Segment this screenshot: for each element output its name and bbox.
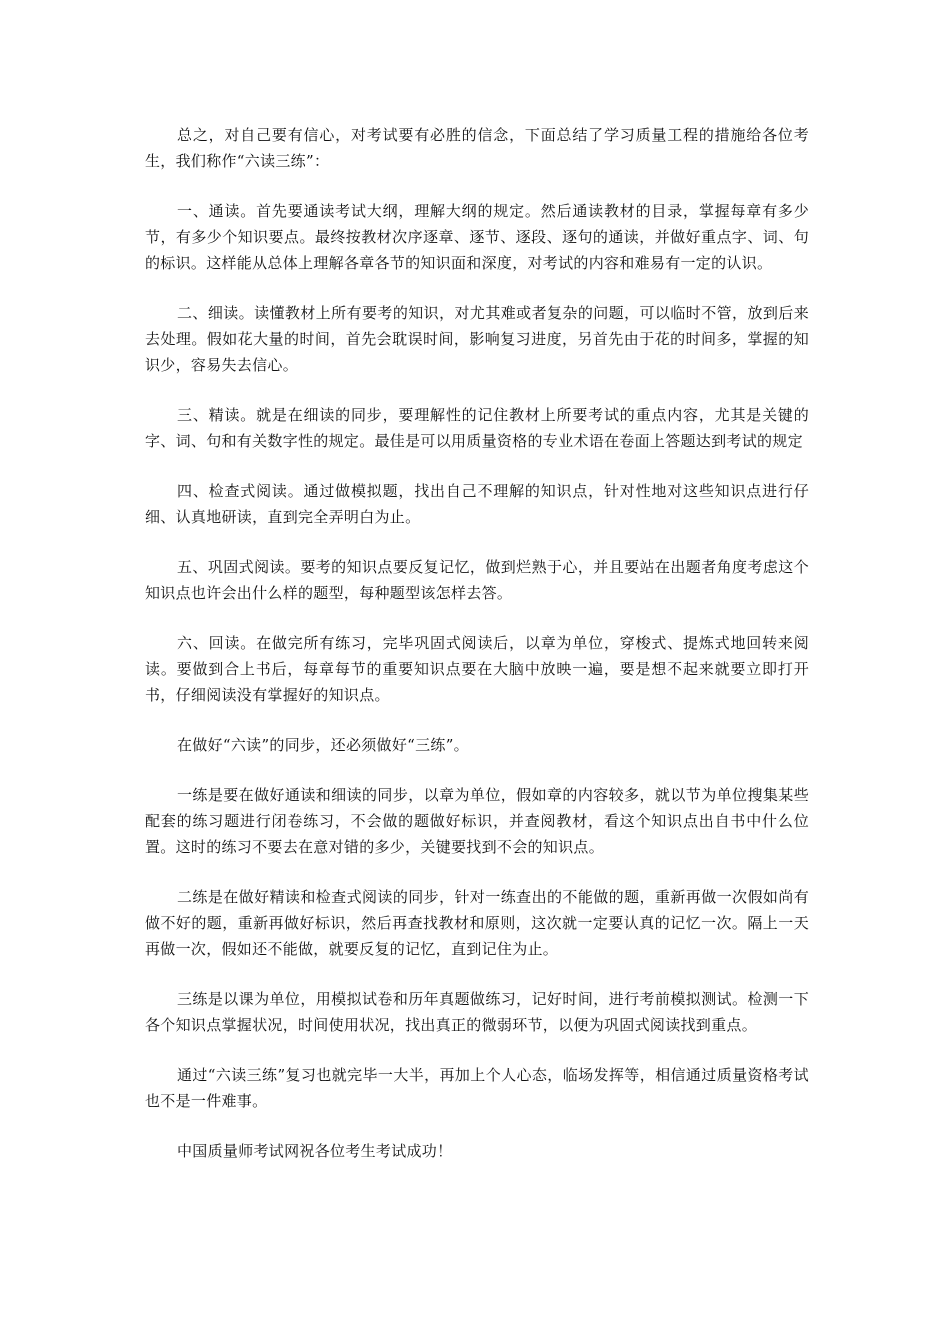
paragraph-read-5: 五、巩固式阅读。要考的知识点要反复记忆，做到烂熟于心，并且要站在出题者角度考虑这个知识点也许会出什么样的题型，每种题型该怎样去答。: [145, 558, 809, 602]
paragraph-summary: 通过“六读三练”复习也就完毕一大半，再加上个人心态，临场发挥等，相信通过质量资格考试也不是一件难事。: [145, 1066, 809, 1110]
paragraph-closing: 中国质量师考试网祝各位考生考试成功！: [177, 1142, 453, 1160]
document-body: [145, 122, 809, 1188]
paragraph-practice-2: 二练是在做好精读和检查式阅读的同步，针对一练查出的不能做的题，重新再做一次假如尚有做不好的题，重新再做好标识，然后再查找教材和原则，这次就一定要认真的记忆一次。隔上一天再做一次，假如还不能做，就要反复的记忆，直到记住为止。: [145, 888, 809, 958]
paragraph-read-3: 三、精读。就是在细读的同步，要理解性的记住教材上所要考试的重点内容，尤其是关键的字、词、句和有关数字性的规定。最佳是可以用质量资格的专业术语在卷面上答题达到考试的规定: [145, 406, 809, 450]
paragraph-read-1: 一、通读。首先要通读考试大纲，理解大纲的规定。然后通读教材的目录，掌握每章有多少节，有多少个知识要点。最终按教材次序逐章、逐节、逐段、逐句的通读，并做好重点字、词、句的标识。这样能从总体上理解各章各节的知识面和深度，对考试的内容和难易有一定的认识。: [145, 202, 809, 272]
paragraph-practice-1: 一练是要在做好通读和细读的同步，以章为单位，假如章的内容较多，就以节为单位搜集某些配套的练习题进行闭卷练习，不会做的题做好标识，并查阅教材，看这个知识点出自书中什么位置。这时的练习不要去在意对错的多少，关键要找到不会的知识点。: [145, 786, 809, 856]
paragraph-intro: 总之，对自己要有信心，对考试要有必胜的信念，下面总结了学习质量工程的措施给各位考生，我们称作“六读三练”：: [145, 126, 809, 170]
paragraph-three-practice-intro: 在做好“六读”的同步，还必须做好“三练”。: [177, 736, 469, 754]
paragraph-read-6: 六、回读。在做完所有练习，完毕巩固式阅读后，以章为单位，穿梭式、提炼式地回转来阅读。要做到合上书后，每章每节的重要知识点要在大脑中放映一遍，要是想不起来就要立即打开书，仔细阅读没有掌握好的知识点。: [145, 634, 809, 704]
paragraph-read-4: 四、检查式阅读。通过做模拟题，找出自己不理解的知识点，针对性地对这些知识点进行仔细、认真地研读，直到完全弄明白为止。: [145, 482, 809, 526]
paragraph-read-2: 二、细读。读懂教材上所有要考的知识，对尤其难或者复杂的问题，可以临时不管，放到后来去处理。假如花大量的时间，首先会耽误时间，影响复习进度，另首先由于花的时间多，掌握的知识少，容易失去信心。: [145, 304, 809, 374]
paragraph-practice-3: 三练是以课为单位，用模拟试卷和历年真题做练习，记好时间，进行考前模拟测试。检测一下各个知识点掌握状况，时间使用状况，找出真正的微弱环节，以便为巩固式阅读找到重点。: [145, 990, 809, 1034]
